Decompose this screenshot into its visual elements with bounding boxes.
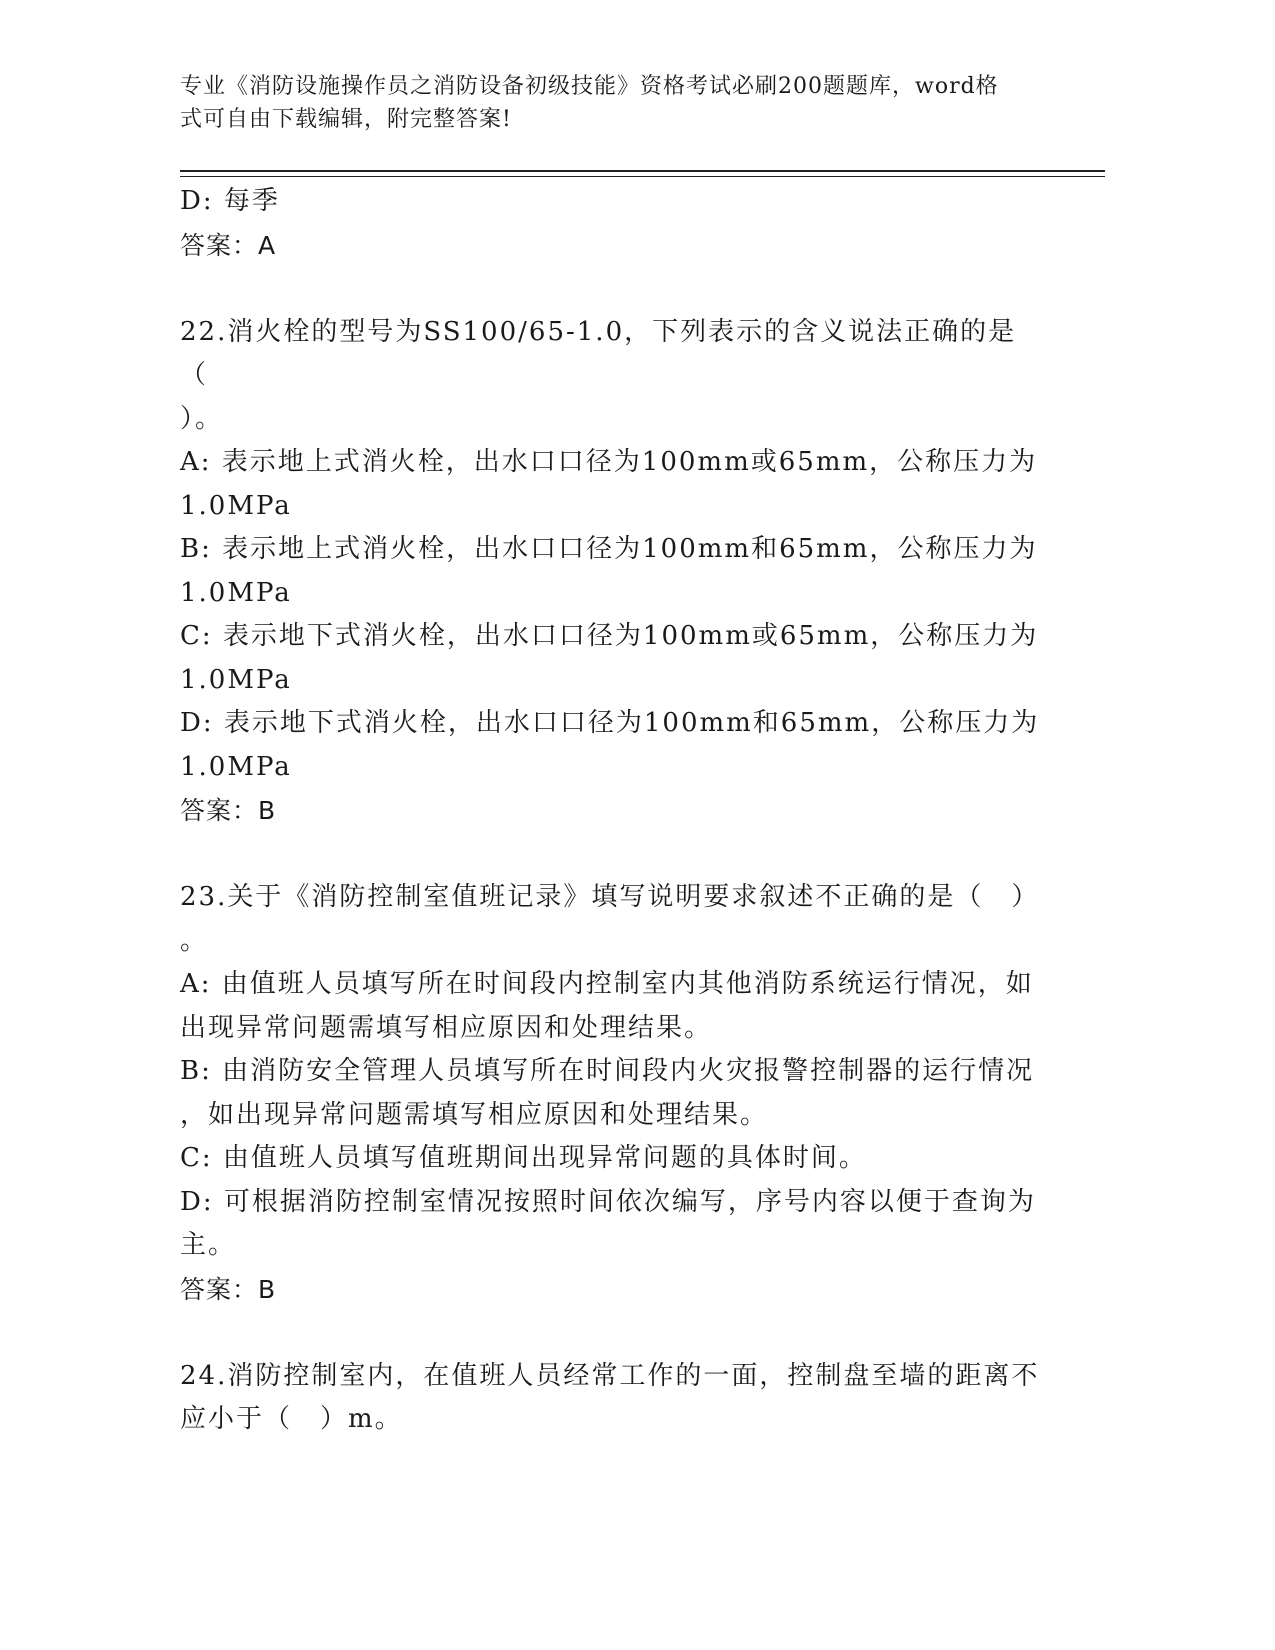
option-b: B: 表示地上式消火栓，出水口口径为100mm和65mm，公称压力为: [180, 534, 1038, 564]
spacer: [180, 267, 1040, 311]
question-23: [180, 876, 1040, 1311]
document-header: [180, 70, 1080, 136]
header-rule-thick: [180, 170, 1105, 172]
spacer: [180, 1311, 1040, 1355]
option-b-cont: 1.0MPa: [180, 577, 292, 608]
option-a-cont: 出现异常问题需填写相应原因和处理结果。: [180, 1012, 713, 1043]
question-21-tail: [180, 180, 1040, 267]
option-c: C: 表示地下式消火栓，出水口口径为100mm或65mm，公称压力为: [180, 621, 1039, 651]
question-stem-cont: 应小于（ ）m。: [180, 1404, 403, 1434]
header-title-line-1: 专业《消防设施操作员之消防设备初级技能》资格考试必刷200题题库，word格: [180, 74, 999, 99]
option-c: C: 由值班人员填写值班期间出现异常问题的具体时间。: [180, 1143, 867, 1173]
question-stem-cont: 。: [180, 925, 209, 956]
spacer: [180, 833, 1040, 877]
option-b: B: 由消防安全管理人员填写所在时间段内火灾报警控制器的运行情况: [180, 1056, 1035, 1086]
document-body: [180, 180, 1040, 1442]
header-title-line-2: 式可自由下载编辑，附完整答案!: [180, 107, 512, 132]
option-a-cont: 1.0MPa: [180, 490, 292, 521]
option-b-cont: ，如出现异常问题需填写相应原因和处理结果。: [180, 1099, 769, 1130]
question-24: [180, 1355, 1040, 1442]
option-d: D: 可根据消防控制室情况按照时间依次编写，序号内容以便于查询为: [180, 1186, 1036, 1217]
question-stem: 22.消火栓的型号为SS100/65-1.0，下列表示的含义说法正确的是（: [180, 316, 1017, 390]
option-a: A: 表示地上式消火栓，出水口口径为100mm或65mm，公称压力为: [180, 447, 1038, 477]
question-22: [180, 311, 1040, 833]
answer: 答案：B: [180, 796, 277, 825]
header-rule-thin: [180, 176, 1105, 177]
option-d: D: 每季: [180, 186, 280, 216]
option-a: A: 由值班人员填写所在时间段内控制室内其他消防系统运行情况，如: [180, 969, 1034, 999]
option-c-cont: 1.0MPa: [180, 664, 292, 695]
answer: 答案：A: [180, 230, 277, 260]
option-d-cont: 1.0MPa: [180, 751, 292, 782]
question-stem: 23.关于《消防控制室值班记录》填写说明要求叙述不正确的是（ ）: [180, 882, 1040, 912]
option-d: D: 表示地下式消火栓，出水口口径为100mm和65mm，公称压力为: [180, 708, 1040, 738]
answer: 答案：B: [180, 1274, 277, 1304]
option-d-cont: 主。: [180, 1230, 237, 1260]
question-stem: 24.消防控制室内，在值班人员经常工作的一面，控制盘至墙的距离不: [180, 1360, 1040, 1391]
question-stem-cont: ）。: [180, 403, 224, 434]
